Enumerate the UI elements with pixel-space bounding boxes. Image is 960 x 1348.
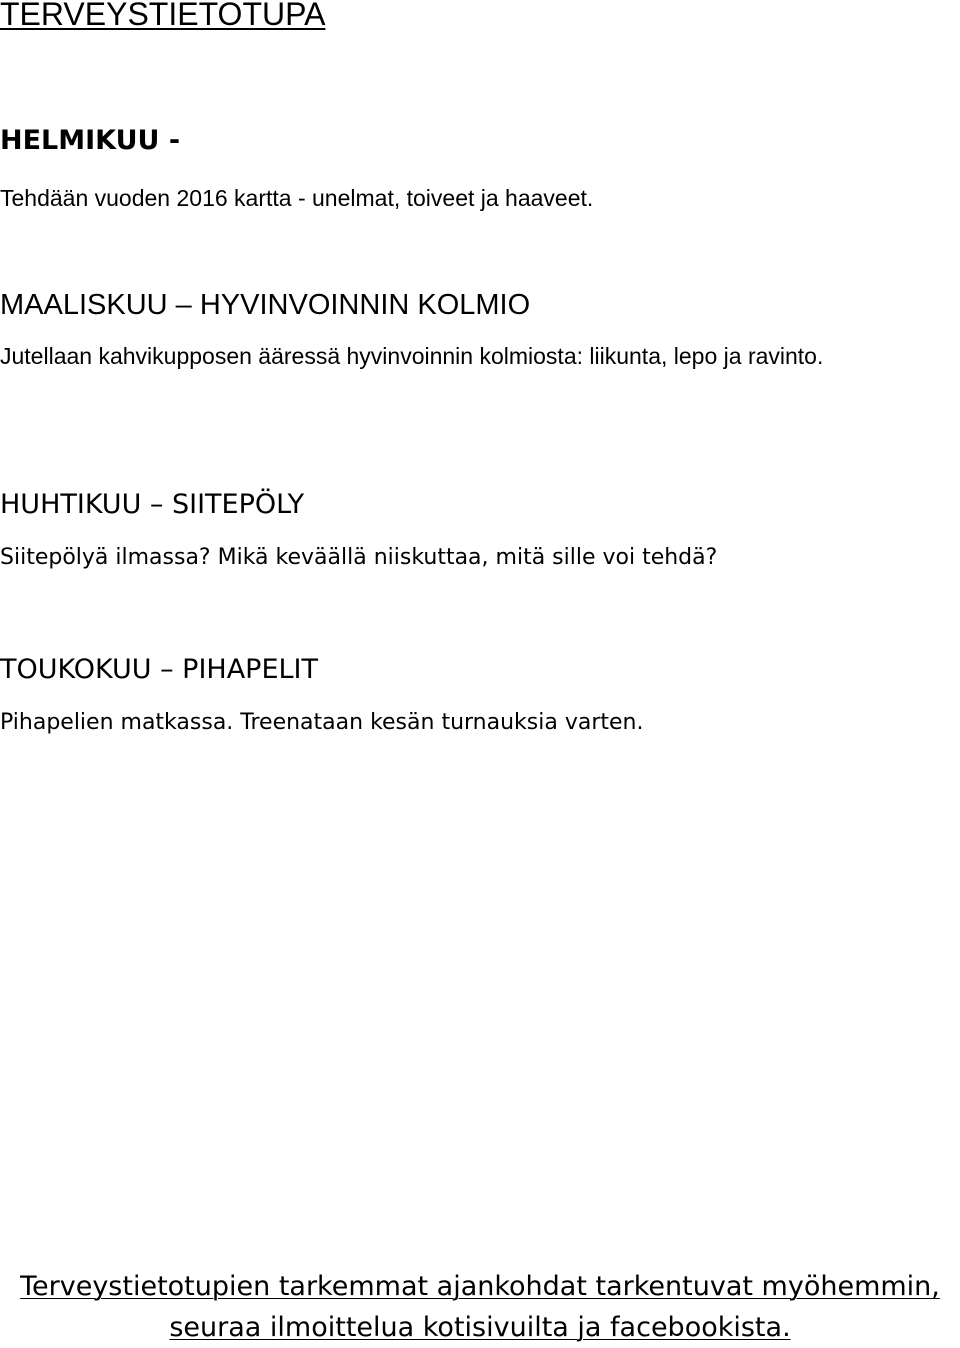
section-text: Pihapelien matkassa. Treenataan kesän turnauksia varten. bbox=[0, 710, 644, 735]
footer-line-2: seuraa ilmoittelua kotisivuilta ja facebookista. bbox=[169, 1312, 791, 1343]
section-toukokuu bbox=[0, 650, 900, 742]
page-title: TERVEYSTIETOTUPA bbox=[0, 0, 326, 32]
footer-note bbox=[0, 1266, 960, 1348]
section-text: Jutellaan kahvikupposen ääressä hyvinvoinnin kolmiosta: liikunta, lepo ja ravinto. bbox=[0, 343, 824, 369]
section-helmikuu bbox=[0, 121, 900, 217]
footer-line-1: Terveystietotupien tarkemmat ajankohdat tarkentuvat myöhemmin, bbox=[20, 1271, 940, 1302]
section-text: Tehdään vuoden 2016 kartta - unelmat, toiveet ja haaveet. bbox=[0, 185, 594, 211]
section-maaliskuu bbox=[0, 285, 900, 375]
section-huhtikuu bbox=[0, 485, 900, 577]
section-heading: HUHTIKUU – SIITEPÖLY bbox=[0, 489, 305, 520]
section-heading: TOUKOKUU – PIHAPELIT bbox=[0, 654, 319, 685]
section-text: Siitepölyä ilmassa? Mikä keväällä niiskuttaa, mitä sille voi tehdä? bbox=[0, 545, 718, 570]
section-heading: MAALISKUU – HYVINVOINNIN KOLMIO bbox=[0, 289, 531, 321]
section-heading: HELMIKUU - bbox=[0, 125, 181, 156]
